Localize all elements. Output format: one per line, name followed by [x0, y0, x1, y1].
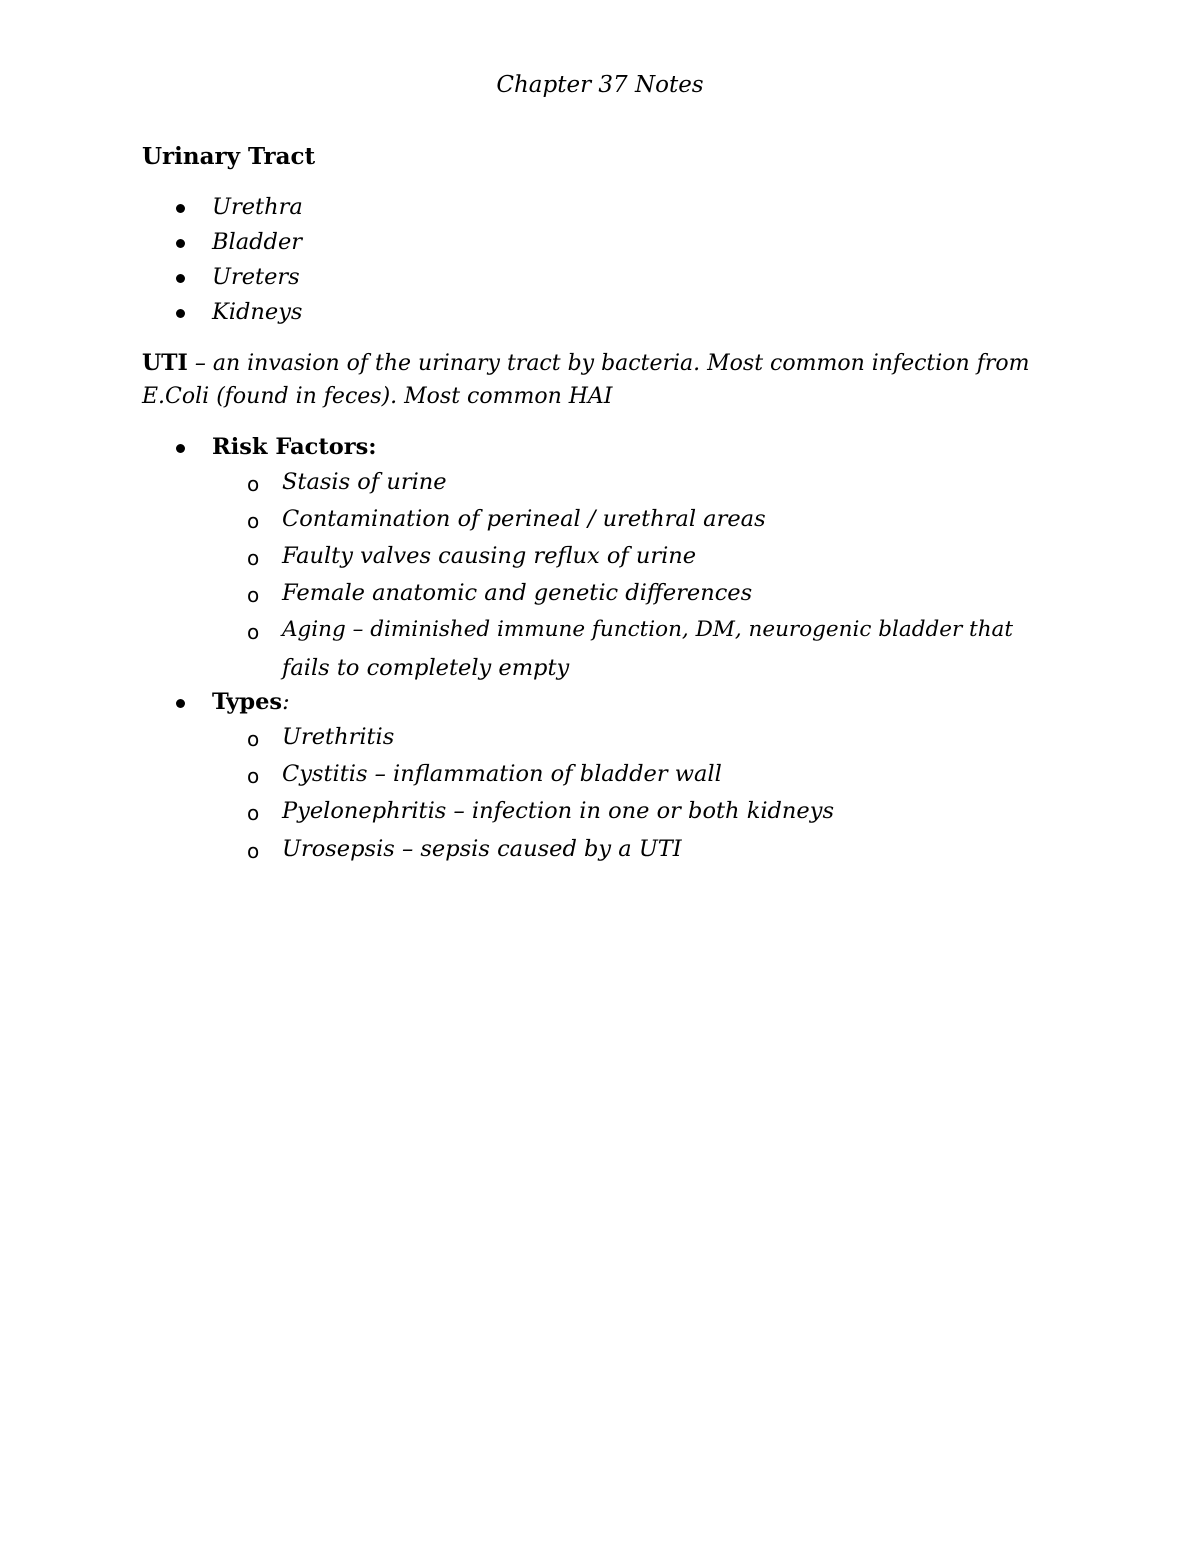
circle-bullet-icon: o — [247, 509, 260, 533]
list-item-risk: Aging – diminished immune function, DM, neurogenic bladder that — [282, 617, 1013, 642]
section-heading-urinary-tract: Urinary Tract — [142, 143, 316, 170]
list-item-type: Urosepsis – sepsis caused by a UTI — [282, 836, 682, 862]
list-item-kidneys: Kidneys — [212, 299, 303, 325]
uti-definition-line-1 — [142, 350, 1029, 376]
risk-factors-label: Risk Factors: — [212, 434, 377, 460]
uti-definition-line-2: E.Coli (found in feces). Most common HAI — [142, 384, 613, 409]
list-item-urethra: Urethra — [212, 194, 303, 220]
types-label-line — [212, 689, 290, 715]
list-item-bladder: Bladder — [212, 229, 303, 255]
bullet-icon — [176, 699, 185, 708]
types-colon: : — [282, 689, 290, 715]
circle-bullet-icon: o — [247, 727, 260, 751]
uti-term: UTI — [142, 350, 188, 376]
list-item-type: Cystitis – inflammation of bladder wall — [282, 761, 722, 787]
list-item-ureters: Ureters — [212, 264, 300, 290]
bullet-icon — [176, 274, 185, 283]
list-item-risk: Female anatomic and genetic differences — [282, 580, 753, 606]
bullet-icon — [176, 204, 185, 213]
list-item-risk: Faulty valves causing reflux of urine — [282, 543, 697, 569]
bullet-icon — [176, 239, 185, 248]
types-label: Types — [212, 689, 283, 715]
uti-definition-text: – an invasion of the urinary tract by bacteria. Most common infection from — [194, 351, 1030, 376]
list-item-risk-continuation: fails to completely empty — [282, 655, 570, 681]
circle-bullet-icon: o — [247, 764, 260, 788]
bullet-icon — [176, 309, 185, 318]
circle-bullet-icon: o — [247, 472, 260, 496]
circle-bullet-icon: o — [247, 839, 260, 863]
circle-bullet-icon: o — [247, 546, 260, 570]
list-item-risk: Contamination of perineal / urethral areas — [282, 506, 766, 532]
circle-bullet-icon: o — [247, 620, 260, 644]
circle-bullet-icon: o — [247, 583, 260, 607]
list-item-type: Urethritis — [282, 724, 395, 750]
circle-bullet-icon: o — [247, 801, 260, 825]
bullet-icon — [176, 444, 185, 453]
list-item-type: Pyelonephritis – infection in one or both kidneys — [282, 798, 834, 824]
list-item-risk: Stasis of urine — [282, 469, 447, 495]
page-title: Chapter 37 Notes — [496, 72, 704, 98]
